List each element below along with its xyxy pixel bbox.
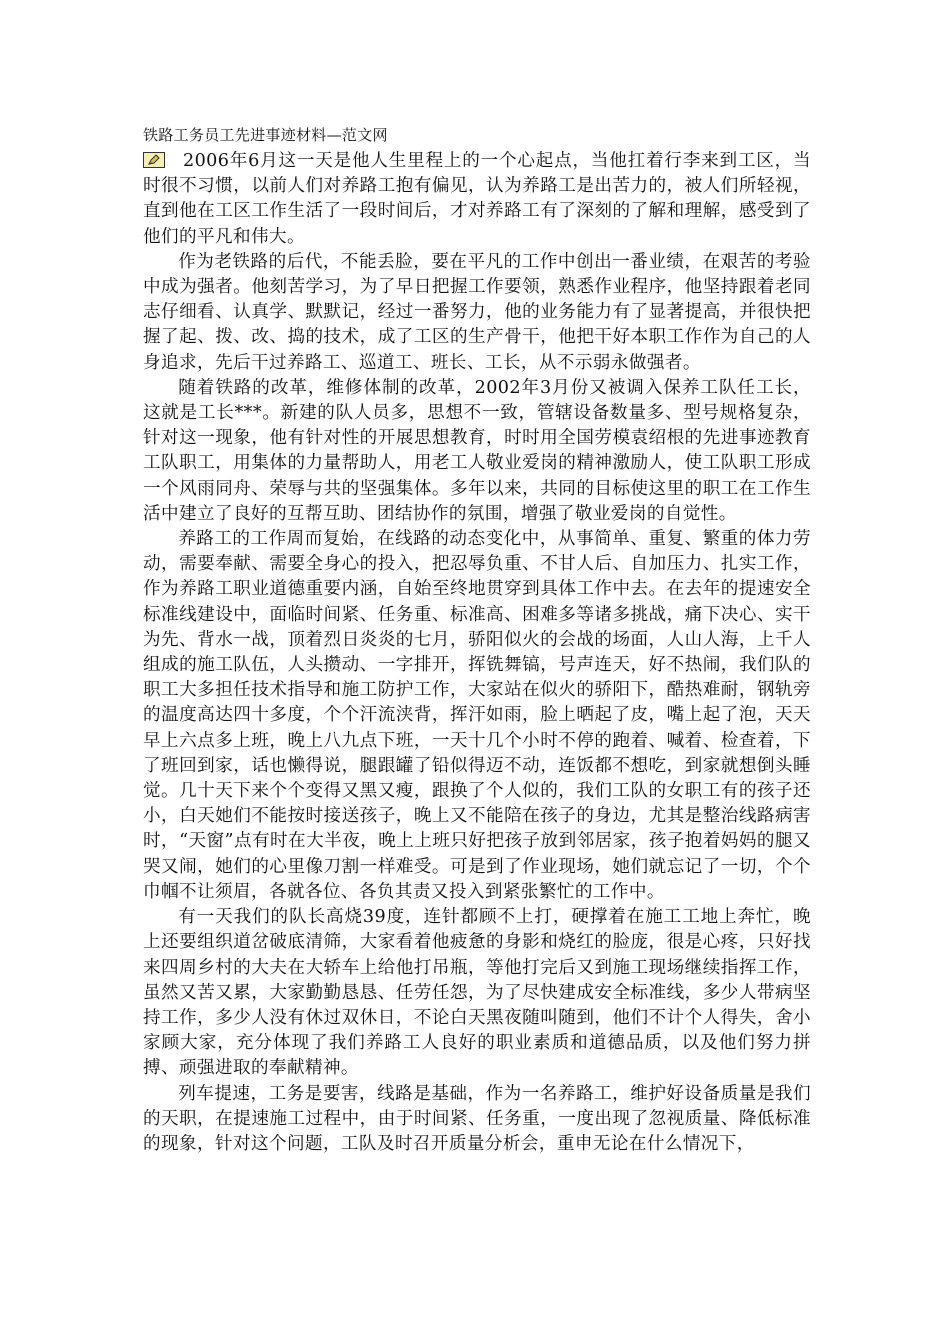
paragraph-1-text: 2006年6月这一天是他人生里程上的一个心起点，当他扛着行李来到工区，当时很不习惯，以前人们对养路工抱有偏见，认为养路工是出苦力的，被人们所轻视，直到他在工区工作生活了一段时间后，才对养路工有了深刻的了解和理解，感受到了他们的平凡和伟大。 (143, 151, 811, 247)
document-title: 铁路工务员工先进事迹材料—范文网 (143, 126, 388, 144)
edit-note-icon (143, 152, 165, 168)
paragraph-2: 作为老铁路的后代，不能丢脸，要在平凡的工作中创出一番业绩，在艰苦的考验中成为强者。他刻苦学习，为了早日把握工作要领，熟悉作业程序，他坚持跟着老同志仔细看、认真学、默默记，经过一番努力，他的业务能力有了显著提高，并很快把握了起、拨、改、捣的技术，成了工区的生产骨干，他把干好本职工作作为自己的人身追求，先后干过养路工、巡道工、班长、工长，从不示弱永做强者。 (143, 251, 811, 373)
paragraph-1 (143, 149, 811, 250)
paragraph-5: 有一天我们的队长高烧39度，连针都顾不上打，硬撑着在施工工地上奔忙，晚上还要组织道岔破底清筛，大家看着他疲惫的身影和烧红的脸庞，很是心疼，只好找来四周乡村的大夫在大轿车上给他打吊瓶，等他打完后又到施工现场继续指挥工作，虽然又苦又累，大家勤勤恳恳、任劳任怨，为了尽快建成安全标准线，多少人带病坚持工作，多少人没有休过双休日，不论白天黑夜随叫随到，他们不计个人得失，舍小家顾大家，充分体现了我们养路工人良好的职业素质和道德品质，以及他们努力拼搏、顽强进取的奉献精神。 (143, 907, 811, 1079)
paragraph-4: 养路工的工作周而复始，在线路的动态变化中，从事简单、重复、繁重的体力劳动，需要奉献、需要全身心的投入，把忍辱负重、不甘人后、自加压力、扎实工作，作为养路工职业道德重要内涵，自始至终地贯穿到具体工作中去。在去年的提速安全标准线建设中，面临时间紧、任务重、标准高、困难多等诸多挑战，痛下决心、实干为先、背水一战，顶着烈日炎炎的七月，骄阳似火的会战的场面，人山人海，上千人组成的施工队伍，人头攒动、一字排开，挥铣舞镐，号声连天，好不热闹，我们队的职工大多担任技术指导和施工防护工作，大家站在似火的骄阳下，酷热难耐，钢轨旁的温度高达四十多度，个个汗流浃背，挥汗如雨，脸上晒起了皮，嘴上起了泡，天天早上六点多上班，晚上八九点下班，一天十几个小时不停的跑着、喊着、检查着，下了班回到家，话也懒得说，腿跟罐了铅似得迈不动，连饭都不想吃，到家就想倒头睡觉。几十天下来个个变得又黑又瘦，跟换了个人似的，我们工队的女职工有的孩子还小，白天她们不能按时接送孩子，晚上又不能陪在孩子的身边，尤其是整治线路病害时，“天窗”点有时在大半夜，晚上上班只好把孩子放到邻居家，孩子抱着妈妈的腿又哭又闹，她们的心里像刀割一样难受。可是到了作业现场，她们就忘记了一切，个个巾帼不让须眉，各就各位、各负其责又投入到紧张繁忙的工作中。 (143, 529, 811, 902)
paragraph-3: 随着铁路的改革，维修体制的改革，2002年3月份又被调入保养工队任工长，这就是工长***。新建的队人员多，思想不一致，管辖设备数量多、型号规格复杂，针对这一现象，他有针对性的开展思想教育，时时用全国劳模袁绍根的先进事迹教育工队职工，用集体的力量帮助人，用老工人敬业爱岗的精神激励人，使工队职工形成一个风雨同舟、荣辱与共的坚强集体。多年以来，共同的目标使这里的职工在工作生活中建立了良好的互帮互助、团结协作的氛围，增强了敬业爱岗的自觉性。 (143, 377, 811, 524)
document-body (143, 149, 811, 1157)
paragraph-6: 列车提速，工务是要害，线路是基础，作为一名养路工，维护好设备质量是我们的天职，在提速施工过程中，由于时间紧、任务重，一度出现了忽视质量、降低标准的现象，针对这个问题，工队及时召开质量分析会，重申无论在什么情况下， (143, 1083, 811, 1154)
